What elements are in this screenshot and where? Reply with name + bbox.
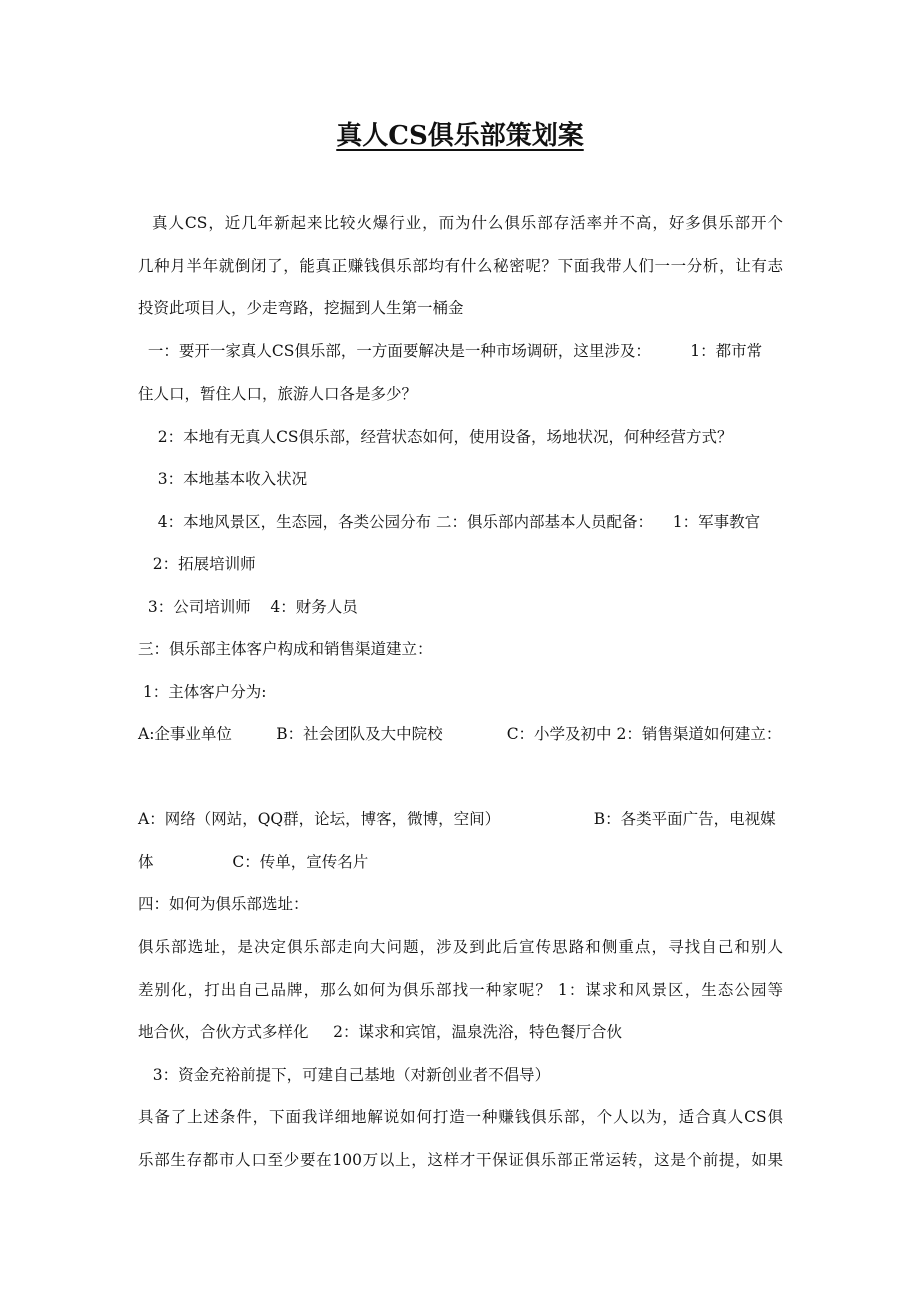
paragraph-line: 地合伙，合伙方式多样化 2：谋求和宾馆，温泉洗浴，特色餐厅合伙 (138, 1023, 622, 1041)
paragraph-line: A:企事业单位 B：社会团队及大中院校 C：小学及初中 2：销售渠道如何建立： (138, 725, 782, 743)
paragraph-line: 1：主体客户分为: (138, 683, 267, 701)
paragraph-line: 投资此项目人，少走弯路，挖掘到人生第一桶金 (138, 299, 464, 317)
paragraph-line: 2：拓展培训师 (138, 555, 256, 573)
paragraph-line: 2：本地有无真人CS俱乐部，经营状态如何，使用设备，场地状况，何种经营方式？ (138, 428, 733, 446)
paragraph-line: 体 C：传单，宣传名片 (138, 853, 369, 871)
paragraph-line: 3：公司培训师 4：财务人员 (138, 598, 358, 616)
paragraph-line: 俱乐部选址，是决定俱乐部走向大问题，涉及到此后宣传思路和侧重点，寻找自己和别人 (138, 938, 783, 956)
paragraph-line: 几种月半年就倒闭了，能真正赚钱俱乐部均有什么秘密呢？下面我带人们一一分析，让有志 (138, 257, 783, 275)
paragraph-line: 3：本地基本收入状况 (138, 470, 308, 488)
section-heading: 四：如何为俱乐部选址： (138, 895, 309, 913)
document-title: 真人CS俱乐部策划案 (336, 121, 584, 151)
paragraph-line: 具备了上述条件，下面我详细地解说如何打造一种赚钱俱乐部，个人以为，适合真人CS俱 (138, 1108, 783, 1126)
paragraph-line: 3：资金充裕前提下，可建自己基地（对新创业者不倡导） (138, 1066, 551, 1084)
paragraph-line: A：网络（网站，QQ群，论坛，博客，微博，空间） B：各类平面广告，电视媒 (138, 810, 776, 828)
paragraph-line: 住人口，暂住人口，旅游人口各是多少？ (138, 385, 418, 403)
paragraph-line: 差别化，打出自己品牌，那么如何为俱乐部找一种家呢？ 1：谋求和风景区，生态公园等 (138, 981, 783, 999)
section-heading: 三：俱乐部主体客户构成和销售渠道建立： (138, 640, 433, 658)
paragraph-line: 真人CS，近几年新起来比较火爆行业，而为什么俱乐部存活率并不高，好多俱乐部开个 (152, 214, 783, 232)
paragraph-line: 4：本地风景区，生态园，各类公园分布 二：俱乐部内部基本人员配备： 1：军事教官 (138, 513, 761, 531)
paragraph-line: 乐部生存都市人口至少要在100万以上，这样才干保证俱乐部正常运转，这是个前提，如果 (138, 1151, 783, 1169)
paragraph-line: 一：要开一家真人CS俱乐部，一方面要解决是一种市场调研，这里涉及： 1：都市常 (138, 342, 763, 360)
